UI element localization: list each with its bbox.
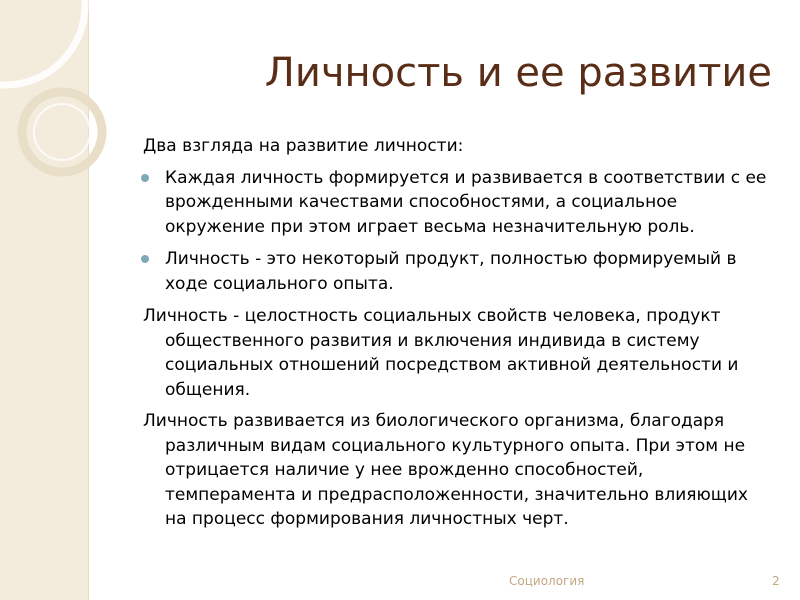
bullet-text: Личность - это некоторый продукт, полностью формируемый в ходе социального опыта.	[165, 249, 737, 294]
footer-subject: Социология	[509, 574, 585, 588]
bullet-item	[143, 166, 773, 240]
bullet-text: Каждая личность формируется и развивается в соответствии с ее врожденными качествами способностями, а социальное окружение при этом играет весьма незначительную роль.	[165, 167, 767, 237]
slide-title: Личность и ее развитие	[264, 50, 772, 96]
slide-body	[143, 134, 773, 539]
decorative-circles	[0, 0, 110, 200]
bullet-icon	[141, 174, 149, 182]
bullet-item	[143, 247, 773, 296]
deco-circle-inner	[34, 104, 90, 160]
paragraph-definition: Личность - целостность социальных свойств человека, продукт общественного развития и включения индивида в систему социальных отношений посредством активной деятельности и общения.	[143, 306, 739, 400]
deco-circle-large	[0, 0, 85, 85]
paragraph-development: Личность развивается из биологического организма, благодаря различным видам социального культурного опыта. При этом не отрицается наличие у нее врожденно способностей, темперамента и предрасположенности, значительно влияющих на процесс формирования личностных черт.	[143, 411, 748, 529]
intro-text: Два взгляда на развитие личности:	[143, 136, 464, 156]
bullet-icon	[141, 255, 149, 263]
page-number: 2	[772, 574, 780, 588]
